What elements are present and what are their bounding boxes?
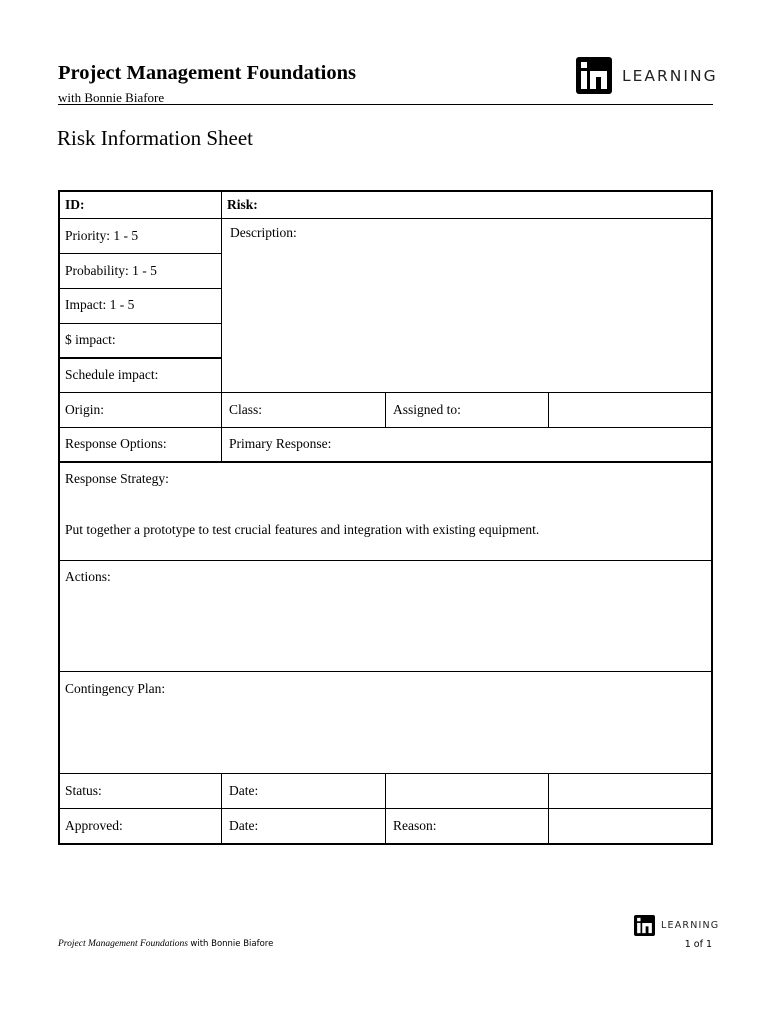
dollar-impact-field[interactable]: [65, 332, 116, 348]
footer-course: [58, 939, 273, 949]
linkedin-in-icon: [576, 57, 612, 94]
approved-label: Approved:: [65, 818, 123, 833]
approved-date-label: Date:: [229, 818, 259, 833]
footer-course-title: Project Management Foundations: [58, 939, 188, 949]
id-field[interactable]: [65, 197, 85, 213]
response-strategy-field[interactable]: [65, 471, 169, 487]
contingency-plan-label: Contingency Plan:: [65, 681, 166, 696]
actions-label: Actions:: [65, 569, 111, 584]
status-extra-value[interactable]: [555, 777, 705, 805]
response-options-field[interactable]: [65, 436, 167, 452]
row-divider: [58, 253, 221, 254]
row-divider: [58, 427, 713, 428]
column-divider: [221, 190, 222, 462]
probability-label: Probability: 1 - 5: [65, 263, 157, 278]
column-divider: [385, 773, 386, 845]
reason-value[interactable]: [555, 812, 705, 840]
approved-date-field[interactable]: [229, 818, 258, 834]
form-border-right: [711, 190, 713, 845]
class-label: Class:: [229, 402, 263, 417]
approved-field[interactable]: [65, 818, 123, 834]
page-number: 1 of 1: [684, 939, 712, 950]
column-divider: [548, 392, 549, 427]
reason-field[interactable]: [393, 818, 437, 834]
risk-label: Risk:: [227, 197, 258, 212]
actions-field[interactable]: [65, 569, 111, 585]
origin-label: Origin:: [65, 402, 104, 417]
assigned-to-label: Assigned to:: [393, 402, 461, 417]
footer-instructor: with Bonnie Biafore: [190, 939, 274, 949]
primary-response-field[interactable]: [229, 436, 331, 452]
risk-information-form: [58, 190, 713, 845]
dollar-impact-label: $ impact:: [65, 332, 116, 347]
row-divider: [58, 461, 713, 463]
logo-text: LEARNING: [622, 66, 718, 85]
assigned-to-field[interactable]: [393, 402, 461, 418]
primary-response-label: Primary Response:: [229, 436, 332, 451]
response-strategy-text: [65, 522, 539, 538]
response-strategy-label: Response Strategy:: [65, 471, 169, 486]
footer-logo-text: LEARNING: [661, 920, 720, 931]
page-title: Risk Information Sheet: [57, 126, 253, 150]
form-border-top: [58, 190, 713, 192]
description-field[interactable]: [230, 225, 297, 241]
assigned-to-value[interactable]: [555, 396, 705, 424]
status-field[interactable]: [65, 783, 102, 799]
linkedin-learning-logo: [576, 57, 718, 94]
schedule-impact-label: Schedule impact:: [65, 367, 159, 382]
row-divider: [58, 218, 713, 219]
column-divider: [385, 392, 386, 427]
instructor-line: with Bonnie Biafore: [58, 90, 165, 105]
course-title: Project Management Foundations: [58, 62, 356, 84]
row-divider: [58, 560, 713, 561]
row-divider: [58, 323, 221, 324]
id-label: ID:: [65, 197, 85, 212]
impact-label: Impact: 1 - 5: [65, 297, 135, 312]
row-divider: [58, 357, 221, 359]
response-strategy-value: Put together a prototype to test crucial features and integration with existing equipment.: [65, 522, 540, 537]
status-date-field[interactable]: [229, 783, 258, 799]
contingency-plan-field[interactable]: [65, 681, 165, 697]
impact-field[interactable]: [65, 297, 134, 313]
risk-field[interactable]: [227, 197, 258, 213]
priority-field[interactable]: [65, 228, 138, 244]
status-date-label: Date:: [229, 783, 259, 798]
origin-field[interactable]: [65, 402, 104, 418]
row-divider: [58, 671, 713, 672]
description-label: Description:: [230, 225, 297, 240]
status-extra-value[interactable]: [392, 777, 542, 805]
column-divider: [221, 773, 222, 845]
linkedin-in-icon: [634, 915, 655, 936]
response-options-label: Response Options:: [65, 436, 167, 451]
row-divider: [58, 288, 221, 289]
class-field[interactable]: [229, 402, 262, 418]
schedule-impact-field[interactable]: [65, 367, 158, 383]
probability-field[interactable]: [65, 263, 157, 279]
column-divider: [548, 773, 549, 845]
priority-label: Priority: 1 - 5: [65, 228, 139, 243]
footer-logo: [634, 915, 719, 936]
status-label: Status:: [65, 783, 102, 798]
reason-label: Reason:: [393, 818, 437, 833]
header-divider: [58, 104, 713, 105]
